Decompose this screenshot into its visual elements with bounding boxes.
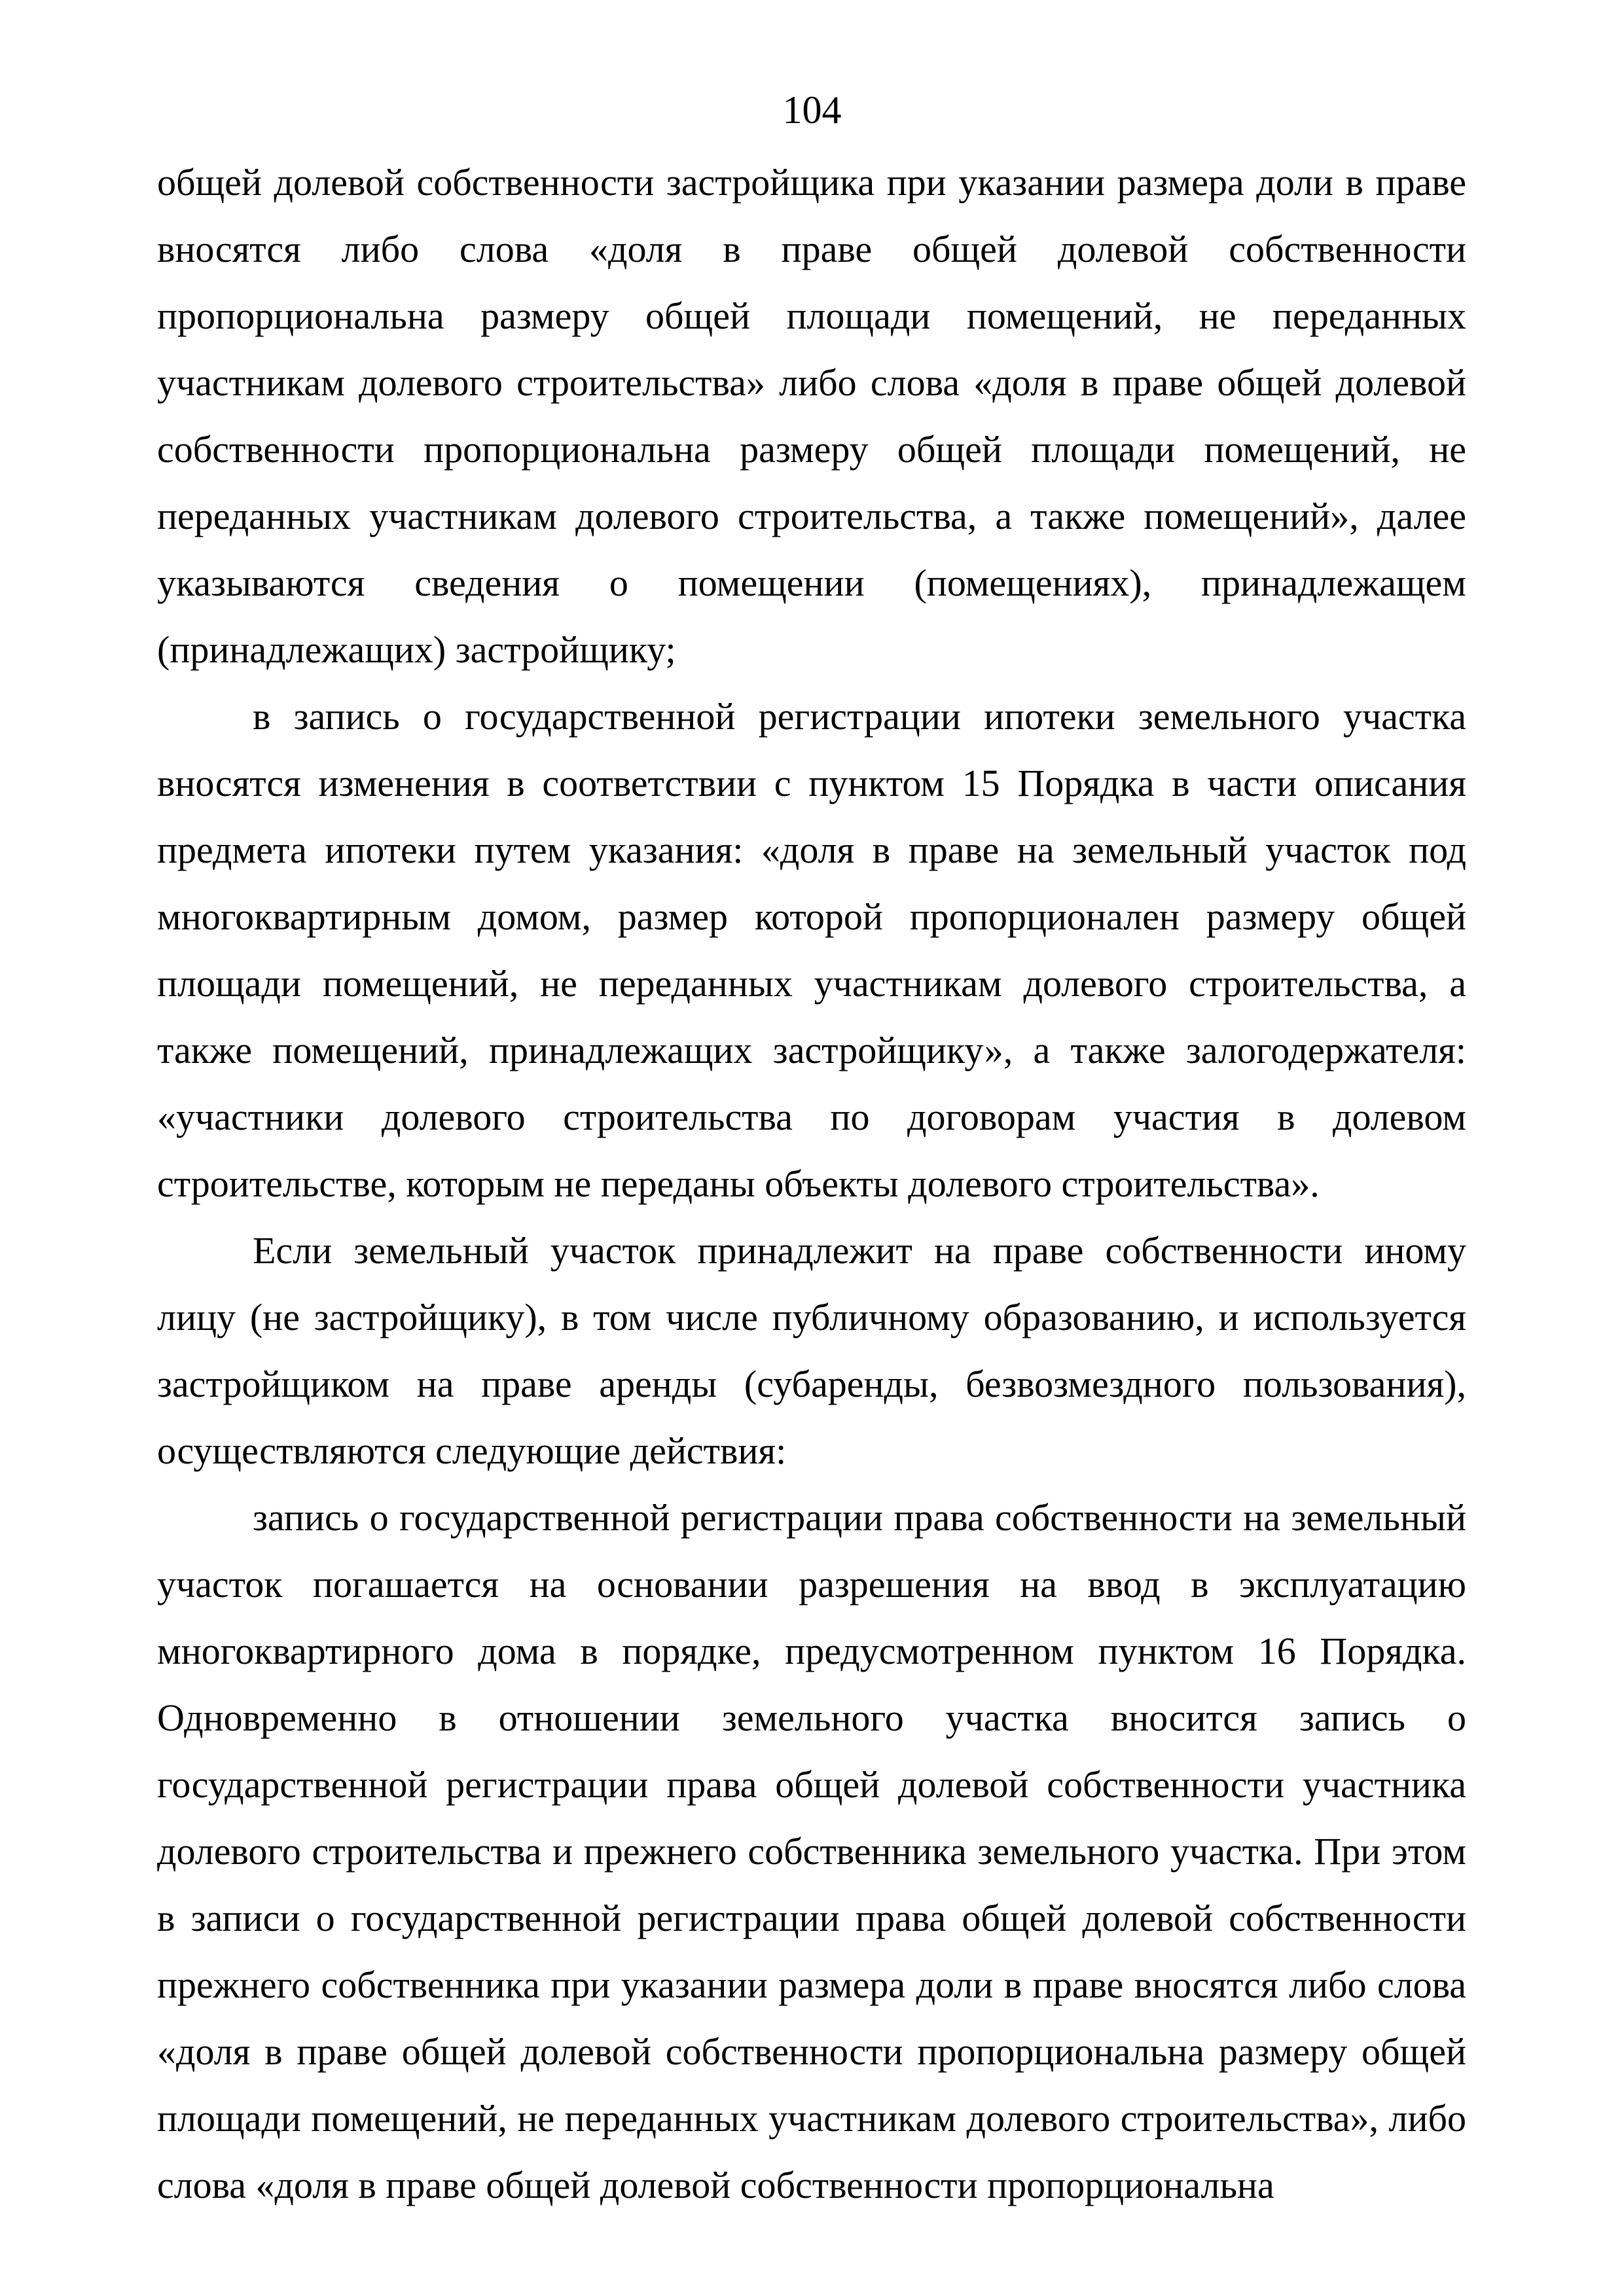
paragraph-land-owner-case: Если земельный участок принадлежит на праве собственности иному лицу (не застройщику), в том числе публичному образованию, и используется застройщиком на праве аренды (субаренды, безвозмездного пользования), осуществляются следующие действия: [157, 1229, 1466, 1472]
paragraph-ownership-record: запись о государственной регистрации права собственности на земельный участок погашается на основании разрешения на ввод в эксплуатацию многоквартирного дома в порядке, предусмотренном пунктом 16 Порядка. Одновременно в отношении земельного участка вносится запись о государственной регистрации права общей долевой собственности участника долевого строительства и прежнего собственника земельного участка. При этом в записи о государственной регистрации права общей долевой собственности прежнего собственника при указании размера доли в праве вносятся либо слова «доля в праве общей долевой собственности пропорциональна размеру общей площади помещений, не переданных участникам долевого строительства», либо слова «доля в праве общей долевой собственности пропорциональна [157, 1496, 1466, 2206]
paragraph-continuation: общей долевой собственности застройщика при указании размера доли в праве вносятся либо слова «доля в праве общей долевой собственности пропорциональна размеру общей площади помещений, не переданных участникам долевого строительства» либо слова «доля в праве общей долевой собственности пропорциональна размеру общей площади помещений, не переданных участникам долевого строительства, а также помещений», далее указываются сведения о помещении (помещениях), принадлежащем (принадлежащих) застройщику; [157, 161, 1466, 671]
page-number: 104 [782, 88, 842, 132]
paragraph-mortgage-record: в запись о государственной регистрации ипотеки земельного участка вносятся изменения в соответствии с пунктом 15 Порядка в части описания предмета ипотеки путем указания: «доля в праве на земельный участок под многоквартирным домом, размер которой пропорционален размеру общей площади помещений, не переданных участникам долевого строительства, а также помещений, принадлежащих застройщику», а также залогодержателя: «участники долевого строительства по договорам участия в долевом строительстве, которым не переданы объекты долевого строительства». [157, 695, 1466, 1205]
document-body [157, 149, 1466, 2219]
